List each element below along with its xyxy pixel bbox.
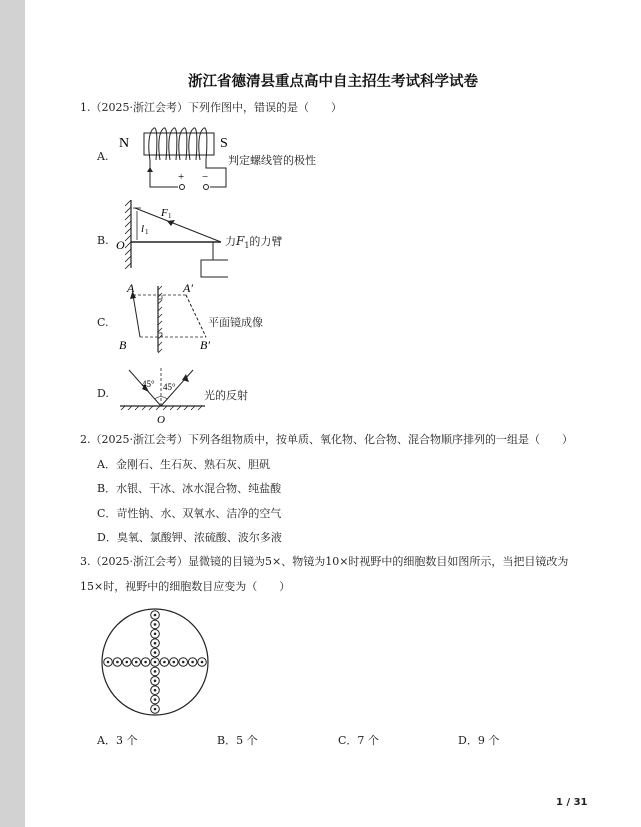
- cell-nucleus: [154, 623, 157, 626]
- document-page: [25, 0, 641, 827]
- hanging-weight: [201, 260, 228, 277]
- q3-option-d: D．9 个: [458, 734, 500, 747]
- point-b-label: B: [119, 338, 127, 352]
- cell-nucleus: [154, 680, 157, 683]
- object-ab: [133, 295, 140, 337]
- angle-right-label: 45°: [163, 382, 176, 392]
- cell-nucleus: [154, 642, 157, 645]
- minus-sign: −: [202, 171, 209, 183]
- circuit-wires: [150, 160, 226, 187]
- q2-option-a: A．金刚石、生石灰、熟石灰、胆矾: [97, 458, 270, 471]
- cell-nucleus: [154, 651, 157, 654]
- arm-l1-subscript: 1: [145, 228, 149, 236]
- q3-option-c: C．7 个: [338, 734, 379, 747]
- image-ab: [186, 295, 206, 337]
- plus-sign: +: [178, 171, 185, 183]
- point-b-prime-label: B′: [200, 338, 210, 352]
- cell-nucleus: [154, 670, 157, 673]
- q1-option-c-caption: 平面镜成像: [208, 316, 263, 329]
- q1-option-d-label: D.: [97, 387, 109, 400]
- cell-nucleus: [201, 661, 204, 664]
- force-f1-label: F: [161, 207, 168, 219]
- q1-option-a-caption: 判定螺线管的极性: [228, 154, 316, 167]
- solenoid-figure: [118, 120, 238, 195]
- q2-option-d: D．臭氧、氯酸钾、浓硫酸、波尔多液: [97, 531, 282, 544]
- q3-option-b: B．5 个: [217, 734, 258, 747]
- arm-l1-label: l: [141, 223, 145, 235]
- viewer-sidebar: [0, 0, 25, 827]
- negative-terminal: [204, 185, 209, 190]
- page-indicator: 1 / 31: [556, 797, 588, 808]
- pivot-o-label: O: [116, 238, 125, 252]
- cell-cross: [104, 611, 207, 714]
- cell-nucleus: [154, 689, 157, 692]
- cell-nucleus: [154, 708, 157, 711]
- angle-left-label: 45°: [142, 379, 155, 389]
- pole-s-label: S: [220, 136, 228, 151]
- surface-hatching: [121, 406, 202, 410]
- q1-option-c-label: C.: [97, 316, 109, 329]
- page-title: 浙江省德清县重点高中自主招生考试科学试卷: [188, 74, 478, 90]
- cell-nucleus: [154, 633, 157, 636]
- mirror-hatching: [158, 286, 162, 353]
- cell-nucleus: [163, 661, 166, 664]
- point-a-prime-label: A′: [183, 282, 193, 295]
- q1-option-d-caption: 光的反射: [204, 389, 248, 402]
- cell-nucleus: [191, 661, 194, 664]
- question-2-stem: 2.（2025·浙江会考）下列各组物质中，按单质、氧化物、化合物、混合物顺序排列的一组是（ ）: [80, 433, 573, 446]
- cell-nucleus: [107, 661, 110, 664]
- cell-nucleus: [126, 661, 129, 664]
- cell-nucleus: [116, 661, 119, 664]
- positive-terminal: [180, 185, 185, 190]
- cell-nucleus: [182, 661, 185, 664]
- q2-option-b: B．水银、干冰、冰水混合物、纯盐酸: [97, 482, 282, 495]
- microscope-field-figure: [99, 606, 211, 718]
- wall-hatching: [125, 200, 131, 269]
- plane-mirror-figure: [113, 282, 218, 354]
- question-3-stem-line-1: 3.（2025·浙江会考）显微镜的目镜为5×、物镜为10×时视野中的细胞数目如图所示，当把目镜改为: [80, 555, 569, 568]
- force-f1-line: [135, 208, 221, 242]
- point-o-label: O: [157, 414, 165, 426]
- cell-nucleus: [154, 661, 157, 664]
- q1-option-b-label: B.: [97, 234, 109, 247]
- lever-figure: [113, 198, 228, 280]
- q3-option-a: A．3 个: [97, 734, 138, 747]
- question-1-stem: 1.（2025·浙江会考）下列作图中，错误的是（ ）: [80, 101, 342, 114]
- light-reflection-figure: [115, 362, 210, 426]
- cell-nucleus: [135, 661, 138, 664]
- cell-nucleus: [154, 614, 157, 617]
- pole-n-label: N: [119, 136, 130, 151]
- point-a-label: A: [127, 282, 135, 295]
- force-f1-subscript: 1: [168, 212, 172, 220]
- cell-nucleus: [154, 698, 157, 701]
- q1-option-b-caption: 力$F_1$的力臂: [225, 234, 283, 251]
- q2-option-c: C．苛性钠、水、双氧水、洁净的空气: [97, 507, 282, 520]
- current-arrow-head: [147, 167, 153, 172]
- cell-nucleus: [144, 661, 147, 664]
- q1-option-a-label: A.: [97, 150, 109, 163]
- question-3-stem-line-2: 15×时，视野中的细胞数目应变为（ ）: [80, 580, 291, 593]
- cell-nucleus: [173, 661, 176, 664]
